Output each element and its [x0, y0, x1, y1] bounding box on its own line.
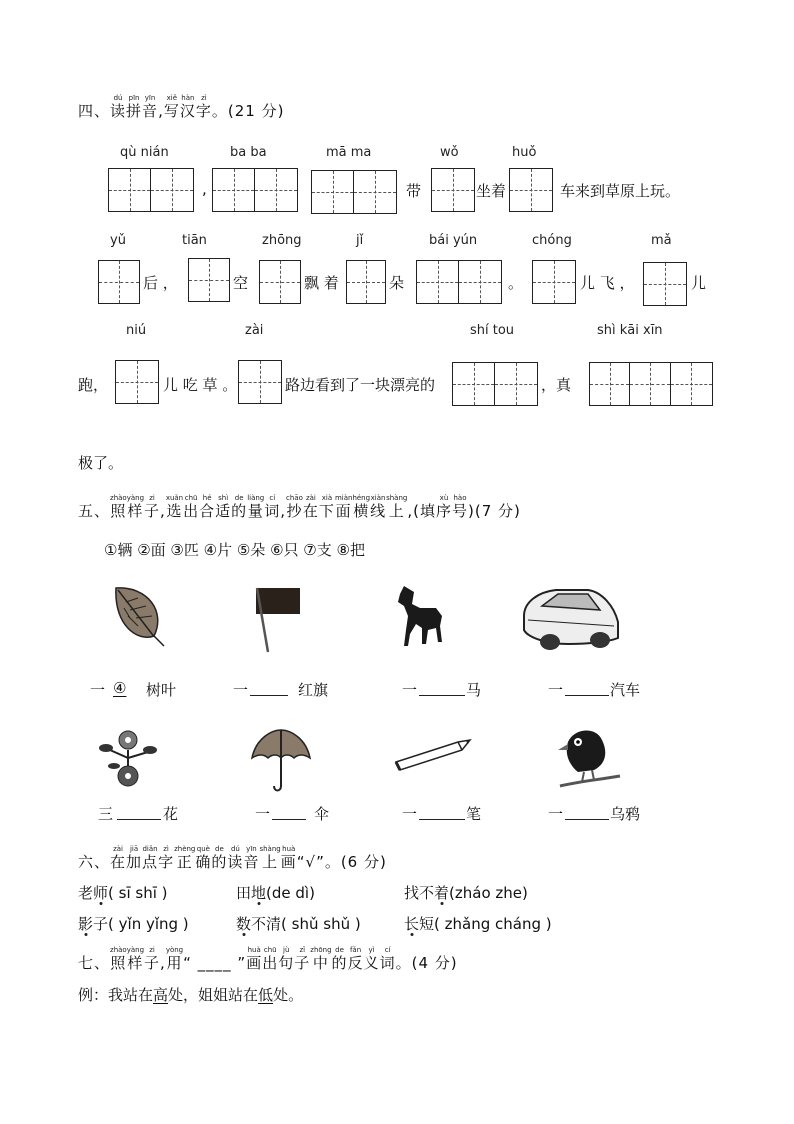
heading-char-with-pinyin — [332, 946, 348, 972]
writing-box-zai[interactable] — [238, 360, 282, 404]
heading-text: “ ____ ” — [183, 954, 247, 972]
leaf-image — [108, 582, 168, 652]
heading-char: 画 — [280, 853, 297, 871]
writing-box-ji[interactable] — [346, 260, 386, 304]
heading-char: 横 — [353, 502, 370, 520]
writing-box-huo[interactable] — [509, 168, 553, 212]
pinyin-annotation: zhào — [110, 494, 127, 502]
heading-char: 音 — [243, 853, 260, 871]
heading-text: “√”。(6 分) — [296, 853, 387, 871]
choices-zhaobuzhao[interactable]: (zháo zhe) — [449, 884, 528, 902]
writing-box-niu[interactable] — [115, 360, 159, 404]
heading-char-with-pinyin — [264, 494, 280, 520]
heading-char: 在 — [110, 853, 127, 871]
pinyin-zhong: zhōng — [262, 233, 302, 248]
choices-laoshi[interactable]: ( sī shī ) — [108, 884, 168, 902]
heading-char-with-pinyin — [110, 946, 127, 972]
heading-char: 汉 — [179, 102, 196, 120]
pinyin-annotation: cí — [384, 946, 391, 954]
pinyin-annotation: huà — [282, 845, 296, 853]
writing-box-qunian[interactable] — [108, 168, 194, 212]
flower-word: 花 — [163, 805, 179, 823]
pinyin-yu: yǔ — [110, 233, 126, 248]
heading-char-with-pinyin — [180, 94, 196, 120]
heading-char: 读 — [110, 102, 127, 120]
umbrella-prefix: 一 — [255, 805, 271, 823]
heading-char: 号 — [451, 502, 468, 520]
heading-char-with-pinyin — [310, 946, 331, 972]
question-changduan — [404, 913, 552, 934]
pencil-word: 笔 — [466, 805, 482, 823]
char-tian: 田 — [236, 884, 252, 902]
pinyin-annotation: jiā — [129, 845, 139, 853]
umbrella-word: 伞 — [314, 805, 330, 823]
writing-box-mama[interactable] — [311, 170, 397, 214]
heading-char-with-pinyin — [386, 494, 407, 520]
pinyin-annotation: de — [335, 946, 344, 954]
heading-char-with-pinyin — [199, 494, 215, 520]
heading-char-with-pinyin — [110, 494, 127, 520]
choices-changduan[interactable]: ( zhǎng cháng ) — [434, 915, 552, 933]
heading-char-with-pinyin — [247, 494, 264, 520]
section-6-heading — [78, 845, 387, 871]
pinyin-annotation: hàn — [181, 94, 195, 102]
pencil-image — [392, 736, 476, 772]
section-5-heading — [78, 494, 521, 520]
heading-char-with-pinyin — [262, 946, 278, 972]
pinyin-annotation: miàn — [334, 494, 353, 502]
heading-char: 用 — [166, 954, 183, 972]
pinyin-annotation: yīn — [144, 94, 156, 102]
example-part-2: 处，姐姐站在 — [168, 986, 259, 1004]
heading-char: 的 — [211, 853, 228, 871]
pinyin-annotation: shì — [218, 494, 229, 502]
text-erchicao: 儿 吃 草 。 — [163, 376, 238, 394]
heading-char-with-pinyin — [348, 946, 364, 972]
car-word: 汽车 — [610, 681, 641, 699]
pinyin-annotation: yàng — [126, 494, 145, 502]
pinyin-annotation: chū — [263, 946, 277, 954]
heading-text: 五、 — [78, 502, 111, 520]
text-chelai: 车来到草原上玩。 — [560, 182, 681, 200]
heading-char-with-pinyin — [436, 494, 452, 520]
question-yingzi — [78, 913, 189, 934]
heading-char: 拼 — [126, 102, 143, 120]
writing-box-shikaixin[interactable] — [589, 362, 713, 406]
umbrella-image — [250, 728, 312, 796]
crow-blank[interactable] — [565, 802, 609, 820]
pinyin-annotation: zhào — [110, 946, 127, 954]
flower-image — [96, 726, 160, 796]
pinyin-annotation: xuǎn — [165, 494, 184, 502]
heading-char-with-pinyin — [174, 845, 195, 871]
heading-char: 出 — [183, 502, 200, 520]
heading-char: 出 — [262, 954, 279, 972]
pinyin-wo: wǒ — [440, 145, 459, 160]
pinyin-annotation: zì — [163, 845, 169, 853]
pinyin-annotation: cí — [269, 494, 276, 502]
heading-char-with-pinyin — [110, 94, 126, 120]
leaf-answer[interactable]: ④ — [113, 679, 127, 697]
measure-word-options: ①辆 ②面 ③匹 ④片 ⑤朵 ⑥只 ⑦支 ⑧把 — [104, 541, 365, 559]
question-shubuqing — [236, 913, 361, 934]
section-7-heading — [78, 946, 458, 972]
pinyin-shitou: shí tou — [470, 323, 515, 338]
char-zi: 子 — [93, 915, 109, 933]
question-laoshi — [78, 882, 168, 903]
pinyin-annotation: de — [234, 494, 244, 502]
heading-char-with-pinyin — [144, 494, 160, 520]
char-chang-dotted: 长 — [404, 915, 420, 933]
example-sentence — [78, 984, 303, 1005]
pinyin-annotation: shàng — [386, 494, 408, 502]
crow-word: 乌鸦 — [610, 805, 641, 823]
heading-char: 中 — [312, 954, 329, 972]
heading-char: 字 — [195, 102, 212, 120]
heading-char-with-pinyin — [227, 845, 243, 871]
heading-text: ,(填 — [407, 502, 436, 520]
writing-box-wo[interactable] — [431, 168, 475, 212]
writing-box-chong[interactable] — [532, 260, 576, 304]
pinyin-baiyun: bái yún — [429, 233, 478, 248]
pinyin-chong: chóng — [532, 233, 572, 248]
antonym-gao: 高 — [153, 986, 169, 1004]
heading-char: 反 — [347, 954, 364, 972]
writing-box-ma[interactable] — [643, 262, 687, 306]
heading-char-with-pinyin — [196, 94, 212, 120]
heading-char: 上 — [262, 853, 279, 871]
pinyin-shikaixin: shì kāi xīn — [597, 323, 663, 338]
text-kong: 空 — [233, 274, 249, 292]
writing-box-tian[interactable] — [188, 258, 230, 302]
pinyin-annotation: zǐ — [299, 946, 306, 954]
flag-blank[interactable] — [250, 678, 288, 696]
text-piaozhe: 飘 着 — [304, 274, 339, 292]
pinyin-annotation: xù — [439, 494, 449, 502]
char-di-dotted: 地 — [251, 884, 267, 902]
pinyin-annotation: zì — [201, 94, 207, 102]
heading-char-with-pinyin — [380, 946, 396, 972]
pinyin-annotation: yīn — [246, 845, 257, 853]
heading-char: 样 — [127, 954, 144, 972]
pinyin-annotation: jù — [283, 946, 290, 954]
heading-char: 读 — [227, 853, 244, 871]
heading-char-with-pinyin — [166, 946, 183, 972]
pinyin-annotation: shàng — [259, 845, 281, 853]
text-zhen: ，真 — [541, 376, 572, 394]
pinyin-annotation: liàng — [247, 494, 265, 502]
example-part-1: 例：我站在 — [78, 986, 154, 1004]
comma-1: , — [202, 180, 207, 198]
heading-char-with-pinyin — [294, 946, 310, 972]
crow-image — [556, 724, 626, 796]
heading-char: 选 — [166, 502, 183, 520]
flower-blank[interactable] — [117, 802, 161, 820]
car-blank[interactable] — [565, 678, 609, 696]
pinyin-annotation: zài — [113, 845, 123, 853]
heading-text: 七、 — [78, 954, 111, 972]
heading-char-with-pinyin — [352, 494, 370, 520]
pencil-prefix: 一 — [402, 805, 418, 823]
heading-char-with-pinyin — [278, 946, 294, 972]
heading-text: , — [280, 502, 287, 520]
pinyin-annotation: zhōng — [310, 946, 332, 954]
pinyin-annotation: yì — [368, 946, 375, 954]
car-image — [518, 582, 622, 654]
horse-blank[interactable] — [419, 678, 465, 696]
heading-char: 适 — [215, 502, 232, 520]
pinyin-annotation: pīn — [128, 94, 140, 102]
pinyin-huo: huǒ — [512, 145, 537, 160]
heading-char: 点 — [142, 853, 159, 871]
heading-char: 句 — [278, 954, 295, 972]
pinyin-mama: mā ma — [326, 145, 372, 160]
choices-yingzi[interactable]: ( yǐn yǐng ) — [108, 915, 189, 933]
heading-text: , — [158, 102, 164, 120]
pinyin-ma: mǎ — [651, 233, 672, 248]
heading-char-with-pinyin — [364, 946, 380, 972]
pinyin-annotation: yòng — [165, 946, 184, 954]
pinyin-annotation: xià — [321, 494, 333, 502]
heading-char-with-pinyin — [243, 845, 259, 871]
pinyin-annotation: chū — [184, 494, 198, 502]
question-tiandi — [236, 882, 315, 903]
pinyin-tian: tiān — [182, 233, 207, 248]
writing-box-zhong[interactable] — [259, 260, 301, 304]
pinyin-annotation: xiě — [166, 94, 178, 102]
heading-char: 上 — [388, 502, 405, 520]
heading-char: 确 — [195, 853, 212, 871]
heading-char: 下 — [318, 502, 335, 520]
heading-char-with-pinyin — [126, 845, 142, 871]
heading-char-with-pinyin — [127, 494, 144, 520]
text-duo: 朵 — [389, 274, 405, 292]
heading-char-with-pinyin — [164, 94, 180, 120]
heading-char: 照 — [110, 502, 127, 520]
heading-char-with-pinyin — [166, 494, 183, 520]
heading-char: 的 — [331, 954, 348, 972]
heading-text: 。(4 分) — [395, 954, 458, 972]
heading-char: 子 — [144, 954, 161, 972]
heading-char: 写 — [163, 102, 180, 120]
heading-char: 音 — [142, 102, 159, 120]
heading-char: 加 — [126, 853, 143, 871]
heading-char: 字 — [158, 853, 175, 871]
text-jile: 极了。 — [78, 454, 124, 472]
heading-char: 子 — [294, 954, 311, 972]
heading-char: 的 — [231, 502, 248, 520]
pinyin-annotation: zhèng — [174, 845, 196, 853]
example-part-3: 处。 — [273, 986, 304, 1004]
heading-char-with-pinyin — [281, 845, 297, 871]
heading-char: 义 — [363, 954, 380, 972]
char-buqing: 不清 — [251, 915, 282, 933]
choices-tiandi[interactable]: (de dì) — [266, 884, 315, 902]
pinyin-baba: ba ba — [230, 145, 267, 160]
leaf-word: 树叶 — [146, 681, 177, 699]
pinyin-annotation: diǎn — [142, 845, 158, 853]
heading-char: 词 — [264, 502, 281, 520]
question-zhaobuzhao — [404, 882, 528, 903]
flag-prefix: 一 — [233, 681, 249, 699]
flower-prefix: 三 — [98, 805, 114, 823]
heading-char: 子 — [144, 502, 161, 520]
heading-char-with-pinyin — [126, 94, 142, 120]
text-erfei: 儿 飞 ， — [580, 274, 635, 292]
pinyin-annotation: dú — [113, 94, 123, 102]
heading-char-with-pinyin — [286, 494, 303, 520]
heading-char-with-pinyin — [215, 494, 231, 520]
text-hou: 后 ， — [143, 274, 178, 292]
heading-char: 量 — [247, 502, 264, 520]
heading-text: 六、 — [78, 853, 111, 871]
heading-char: 词 — [379, 954, 396, 972]
heading-char-with-pinyin — [127, 946, 144, 972]
heading-char-with-pinyin — [158, 845, 174, 871]
heading-char: 合 — [199, 502, 216, 520]
pinyin-annotation: hào — [453, 494, 467, 502]
heading-char-with-pinyin — [183, 494, 199, 520]
text-dai: 带 — [406, 182, 422, 200]
heading-char-with-pinyin — [110, 845, 126, 871]
pinyin-zai: zài — [245, 323, 264, 338]
horse-image — [394, 582, 448, 650]
leaf-prefix: 一 — [90, 681, 106, 699]
pinyin-qunian: qù nián — [120, 145, 169, 160]
text-lubian: 路边看到了一块漂亮的 — [285, 376, 436, 394]
text-pao: 跑， — [78, 376, 109, 394]
heading-text: )(7 分) — [468, 502, 521, 520]
heading-char-with-pinyin — [303, 494, 319, 520]
pinyin-annotation: huà — [247, 946, 261, 954]
text-zuozhe: 坐着 — [476, 182, 507, 200]
heading-text: 四、 — [78, 102, 111, 120]
heading-char: 在 — [302, 502, 319, 520]
pinyin-niu: niú — [126, 323, 147, 338]
pinyin-annotation: héng — [352, 494, 371, 502]
heading-text: , — [160, 502, 166, 520]
heading-char: 画 — [246, 954, 263, 972]
heading-char: 抄 — [286, 502, 303, 520]
heading-char-with-pinyin — [370, 494, 386, 520]
choices-shubuqing[interactable]: ( shǔ shǔ ) — [281, 915, 361, 933]
pencil-blank[interactable] — [419, 802, 465, 820]
pinyin-annotation: zi — [149, 946, 155, 954]
pinyin-annotation: zi — [149, 494, 155, 502]
heading-char-with-pinyin — [259, 845, 280, 871]
heading-char-with-pinyin — [319, 494, 335, 520]
crow-prefix: 一 — [548, 805, 564, 823]
heading-char-with-pinyin — [195, 845, 211, 871]
char-zhe-dotted: 着 — [434, 884, 450, 902]
heading-char-with-pinyin — [231, 494, 247, 520]
text-period: 。 — [508, 274, 524, 292]
pinyin-annotation: zài — [305, 494, 316, 502]
writing-box-yu[interactable] — [98, 260, 140, 304]
char-shi-dotted: 师 — [93, 884, 109, 902]
heading-text: 。(21 分) — [211, 102, 285, 120]
char-duan: 短 — [419, 915, 435, 933]
pinyin-annotation: chāo — [286, 494, 303, 502]
char-ying-dotted: 影 — [78, 915, 94, 933]
writing-box-shitou[interactable] — [452, 362, 538, 406]
pinyin-annotation: dú — [230, 845, 240, 853]
umbrella-blank[interactable] — [272, 802, 306, 820]
heading-char: 正 — [176, 853, 193, 871]
text-er: 儿 — [691, 274, 707, 292]
pinyin-annotation: hé — [202, 494, 212, 502]
heading-char-with-pinyin — [335, 494, 353, 520]
writing-box-baiyun[interactable] — [416, 260, 502, 304]
heading-char-with-pinyin — [142, 845, 158, 871]
writing-box-baba[interactable] — [212, 168, 298, 212]
car-prefix: 一 — [548, 681, 564, 699]
heading-char: 线 — [370, 502, 387, 520]
char-lao: 老 — [78, 884, 94, 902]
horse-word: 马 — [466, 681, 482, 699]
heading-char-with-pinyin — [246, 946, 262, 972]
heading-char: 序 — [435, 502, 452, 520]
antonym-di: 低 — [258, 986, 274, 1004]
flag-image — [250, 584, 306, 654]
heading-char: 面 — [335, 502, 352, 520]
pinyin-ji: jǐ — [356, 233, 364, 248]
horse-prefix: 一 — [402, 681, 418, 699]
char-zhaobu: 找不 — [404, 884, 435, 902]
heading-char-with-pinyin — [211, 845, 227, 871]
flag-word: 红旗 — [298, 681, 329, 699]
heading-char: 样 — [127, 502, 144, 520]
char-shu-dotted: 数 — [236, 915, 252, 933]
pinyin-annotation: xiàn — [370, 494, 386, 502]
pinyin-annotation: yàng — [126, 946, 145, 954]
heading-char-with-pinyin — [142, 94, 158, 120]
pinyin-annotation: fǎn — [349, 946, 362, 954]
heading-char-with-pinyin — [144, 946, 160, 972]
heading-char-with-pinyin — [452, 494, 468, 520]
section-4-heading — [78, 94, 284, 120]
pinyin-annotation: què — [196, 845, 210, 853]
heading-text: , — [160, 954, 166, 972]
heading-char: 照 — [110, 954, 127, 972]
pinyin-annotation: de — [215, 845, 224, 853]
